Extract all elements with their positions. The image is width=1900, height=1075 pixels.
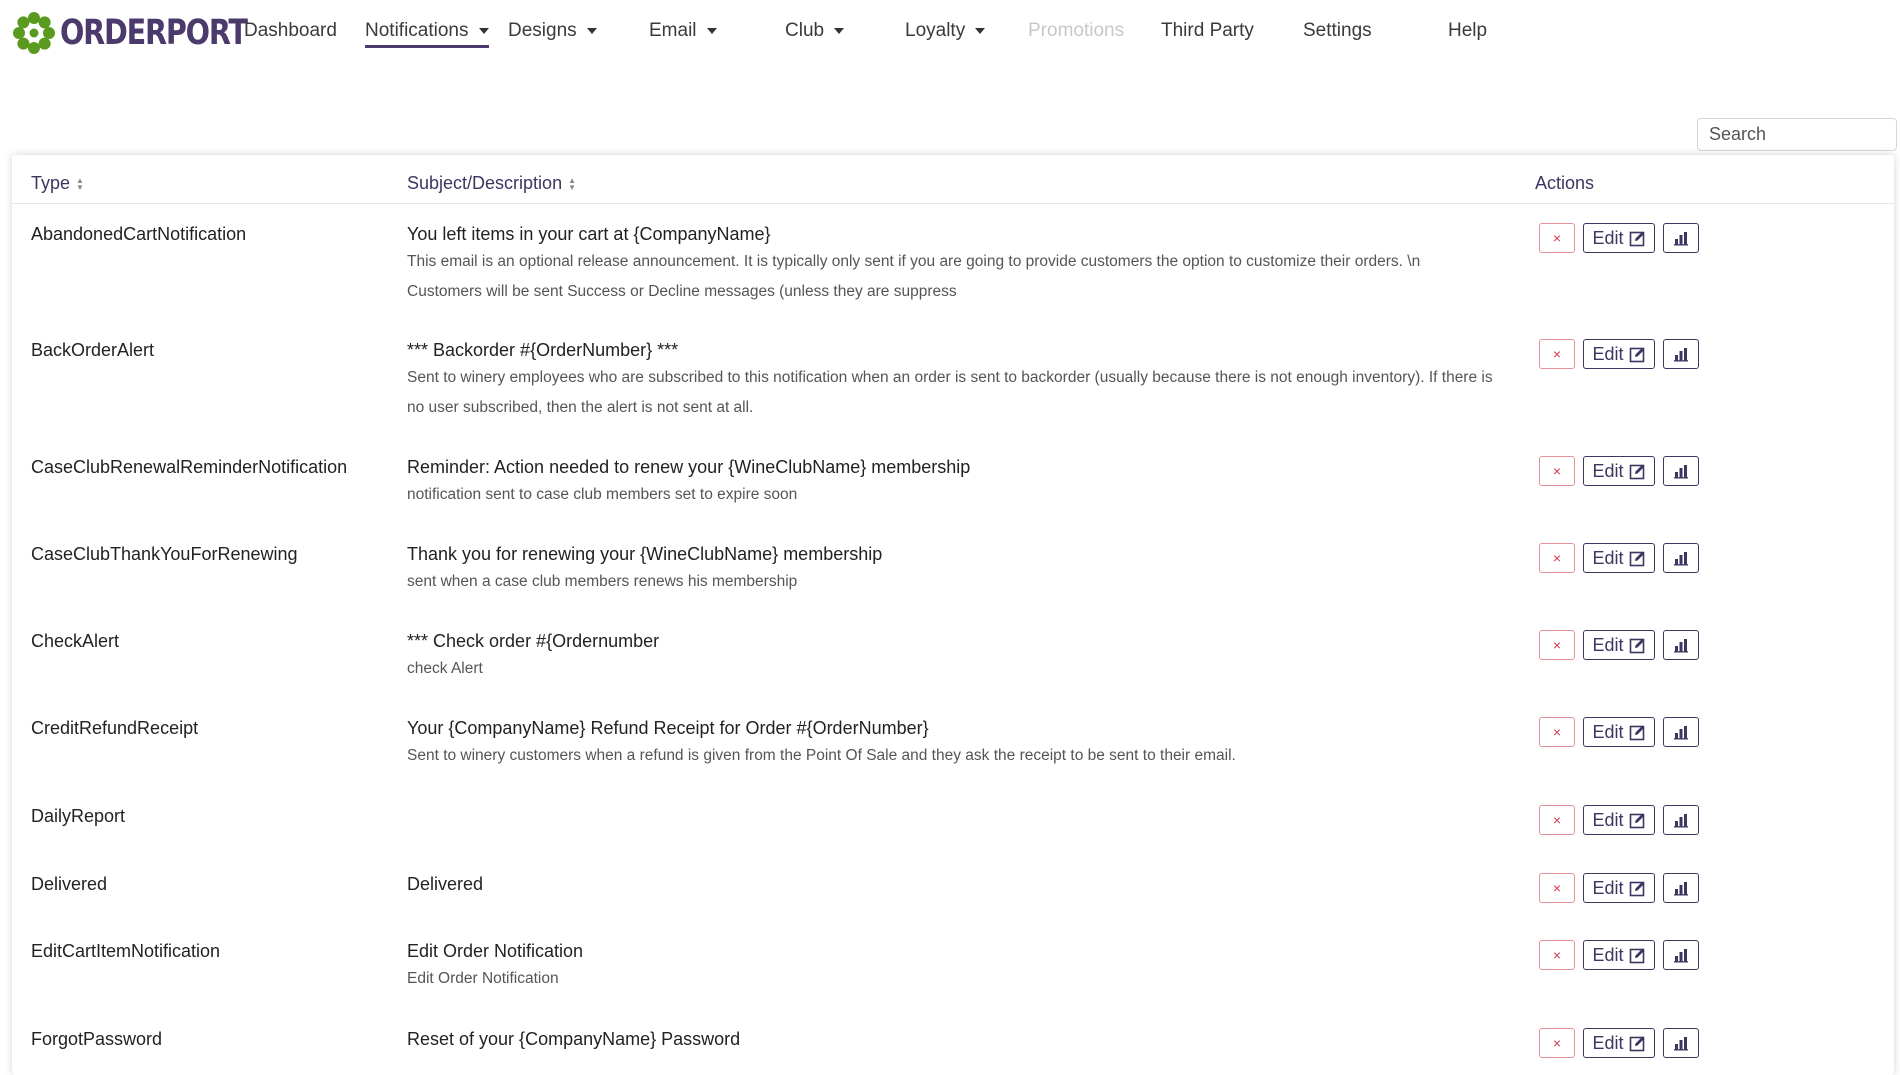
close-icon: × bbox=[1552, 637, 1562, 653]
notification-subject: *** Backorder #{OrderNumber} *** bbox=[407, 340, 679, 360]
notification-subject: Delivered bbox=[407, 874, 484, 894]
notification-type: CreditRefundReceipt bbox=[31, 718, 199, 738]
notification-description: Sent to winery employees who are subscribed to this notification when an order is sent to backorder (usually because there is not enough inventory). If there is no user subscribed, then the alert is not sent at all. bbox=[407, 369, 1493, 416]
notification-description: sent when a case club members renews his membership bbox=[407, 573, 798, 590]
statistics-button[interactable] bbox=[1663, 456, 1699, 486]
nav-item-promotions bbox=[1028, 20, 1124, 42]
nav-item-label: Loyalty bbox=[905, 20, 966, 41]
edit-button-label: Edit bbox=[1592, 547, 1624, 568]
edit-button[interactable] bbox=[1583, 717, 1655, 747]
notification-type: CaseClubThankYouForRenewing bbox=[31, 544, 298, 564]
edit-button-label: Edit bbox=[1592, 343, 1624, 364]
nav-item-label: Third Party bbox=[1161, 20, 1254, 41]
close-icon: × bbox=[1552, 812, 1562, 828]
edit-icon bbox=[1629, 230, 1646, 247]
edit-button[interactable] bbox=[1583, 630, 1655, 660]
notification-type: CaseClubRenewalReminderNotification bbox=[31, 457, 348, 477]
column-header-actions bbox=[1535, 173, 1594, 194]
delete-button[interactable] bbox=[1539, 543, 1575, 573]
nav-item-label: Dashboard bbox=[244, 20, 337, 41]
nav-item-dashboard[interactable] bbox=[244, 20, 337, 42]
notification-subject: Your {CompanyName} Refund Receipt for Order #{OrderNumber} bbox=[407, 718, 929, 738]
nav-item-label: Help bbox=[1448, 20, 1488, 41]
edit-button[interactable] bbox=[1583, 873, 1655, 903]
edit-button-label: Edit bbox=[1592, 1032, 1624, 1053]
notification-subject: Reset of your {CompanyName} Password bbox=[407, 1029, 741, 1049]
notification-subject: Edit Order Notification bbox=[407, 941, 584, 961]
notification-subject: Thank you for renewing your {WineClubName} membership bbox=[407, 544, 883, 564]
notification-description: notification sent to case club members set to expire soon bbox=[407, 486, 798, 503]
nav-item-label: Email bbox=[649, 20, 697, 41]
delete-button[interactable] bbox=[1539, 873, 1575, 903]
statistics-button[interactable] bbox=[1663, 223, 1699, 253]
search-input[interactable] bbox=[1697, 118, 1897, 151]
statistics-button[interactable] bbox=[1663, 630, 1699, 660]
edit-icon bbox=[1629, 1035, 1646, 1052]
edit-button[interactable] bbox=[1583, 805, 1655, 835]
flower-logo-icon bbox=[12, 11, 56, 55]
edit-icon bbox=[1629, 463, 1646, 480]
close-icon: × bbox=[1552, 550, 1562, 566]
column-header-subject[interactable] bbox=[407, 173, 576, 194]
close-icon: × bbox=[1552, 880, 1562, 896]
delete-button[interactable] bbox=[1539, 805, 1575, 835]
close-icon: × bbox=[1552, 230, 1562, 246]
column-header-actions-label: Actions bbox=[1535, 173, 1595, 193]
delete-button[interactable] bbox=[1539, 223, 1575, 253]
caret-down-icon bbox=[975, 28, 985, 34]
statistics-button[interactable] bbox=[1663, 873, 1699, 903]
edit-button[interactable] bbox=[1583, 456, 1655, 486]
statistics-button[interactable] bbox=[1663, 805, 1699, 835]
statistics-button[interactable] bbox=[1663, 339, 1699, 369]
column-header-type[interactable] bbox=[31, 173, 84, 194]
notification-description: Edit Order Notification bbox=[407, 970, 559, 987]
notification-type: CheckAlert bbox=[31, 631, 120, 651]
column-header-subject-label: Subject/Description bbox=[407, 173, 563, 193]
nav-item-label: Promotions bbox=[1028, 20, 1125, 41]
edit-icon bbox=[1629, 637, 1646, 654]
nav-item-notifications[interactable] bbox=[365, 20, 489, 48]
statistics-button[interactable] bbox=[1663, 543, 1699, 573]
notification-subject: Reminder: Action needed to renew your {WineClubName} membership bbox=[407, 457, 971, 477]
statistics-button[interactable] bbox=[1663, 717, 1699, 747]
notification-type: BackOrderAlert bbox=[31, 340, 155, 360]
edit-icon bbox=[1629, 880, 1646, 897]
notification-type: Delivered bbox=[31, 874, 108, 894]
notification-type: ForgotPassword bbox=[31, 1029, 163, 1049]
brand-name: ORDERPORT bbox=[60, 13, 247, 53]
bar-chart-icon bbox=[1673, 724, 1689, 740]
nav-item-settings[interactable] bbox=[1303, 20, 1372, 42]
notification-type: AbandonedCartNotification bbox=[31, 224, 247, 244]
nav-item-designs[interactable] bbox=[508, 20, 597, 42]
bar-chart-icon bbox=[1673, 230, 1689, 246]
header-divider bbox=[12, 203, 1894, 204]
edit-icon bbox=[1629, 947, 1646, 964]
close-icon: × bbox=[1552, 346, 1562, 362]
edit-button-label: Edit bbox=[1592, 877, 1624, 898]
delete-button[interactable] bbox=[1539, 456, 1575, 486]
notification-description: check Alert bbox=[407, 660, 483, 677]
delete-button[interactable] bbox=[1539, 1028, 1575, 1058]
close-icon: × bbox=[1552, 947, 1562, 963]
edit-button[interactable] bbox=[1583, 543, 1655, 573]
delete-button[interactable] bbox=[1539, 940, 1575, 970]
bar-chart-icon bbox=[1673, 346, 1689, 362]
notification-subject: You left items in your cart at {CompanyName} bbox=[407, 224, 771, 244]
delete-button[interactable] bbox=[1539, 717, 1575, 747]
top-navigation bbox=[0, 0, 1900, 66]
nav-item-label: Designs bbox=[508, 20, 577, 41]
caret-down-icon bbox=[834, 28, 844, 34]
nav-item-label: Notifications bbox=[365, 20, 469, 41]
close-icon: × bbox=[1552, 463, 1562, 479]
nav-item-email[interactable] bbox=[649, 20, 717, 42]
bar-chart-icon bbox=[1673, 947, 1689, 963]
bar-chart-icon bbox=[1673, 637, 1689, 653]
notification-description: This email is an optional release announcement. It is typically only sent if you are going to provide customers the option to customize their orders. \n Customers will be sent Success or Decline messages (unless they are suppress bbox=[407, 253, 1421, 300]
notification-description: Sent to winery customers when a refund is given from the Point Of Sale and they ask the receipt to be sent to their email. bbox=[407, 747, 1236, 764]
sort-icon[interactable]: ▲ ▼ bbox=[568, 175, 576, 192]
bar-chart-icon bbox=[1673, 463, 1689, 479]
edit-button-label: Edit bbox=[1592, 460, 1624, 481]
edit-button[interactable] bbox=[1583, 1028, 1655, 1058]
bar-chart-icon bbox=[1673, 812, 1689, 828]
statistics-button[interactable] bbox=[1663, 1028, 1699, 1058]
edit-button-label: Edit bbox=[1592, 944, 1624, 965]
edit-icon bbox=[1629, 550, 1646, 567]
nav-item-third-party[interactable] bbox=[1161, 20, 1254, 42]
nav-item-label: Club bbox=[785, 20, 825, 41]
notification-type: EditCartItemNotification bbox=[31, 941, 221, 961]
edit-button[interactable] bbox=[1583, 223, 1655, 253]
bar-chart-icon bbox=[1673, 550, 1689, 566]
sort-icon[interactable]: ▲ ▼ bbox=[76, 175, 84, 192]
nav-item-help[interactable] bbox=[1448, 20, 1487, 42]
column-header-type-label: Type bbox=[31, 173, 71, 193]
edit-icon bbox=[1629, 812, 1646, 829]
edit-icon bbox=[1629, 346, 1646, 363]
notification-type: DailyReport bbox=[31, 806, 126, 826]
close-icon: × bbox=[1552, 1035, 1562, 1051]
statistics-button[interactable] bbox=[1663, 940, 1699, 970]
edit-button-label: Edit bbox=[1592, 721, 1624, 742]
caret-down-icon bbox=[479, 28, 489, 34]
edit-icon bbox=[1629, 724, 1646, 741]
edit-button[interactable] bbox=[1583, 339, 1655, 369]
edit-button[interactable] bbox=[1583, 940, 1655, 970]
notification-subject: *** Check order #{Ordernumber bbox=[407, 631, 660, 651]
edit-button-label: Edit bbox=[1592, 634, 1624, 655]
caret-down-icon bbox=[587, 28, 597, 34]
close-icon: × bbox=[1552, 724, 1562, 740]
nav-item-club[interactable] bbox=[785, 20, 844, 42]
nav-item-loyalty[interactable] bbox=[905, 20, 985, 42]
delete-button[interactable] bbox=[1539, 630, 1575, 660]
bar-chart-icon bbox=[1673, 1035, 1689, 1051]
delete-button[interactable] bbox=[1539, 339, 1575, 369]
caret-down-icon bbox=[707, 28, 717, 34]
nav-item-label: Settings bbox=[1303, 20, 1372, 41]
edit-button-label: Edit bbox=[1592, 809, 1624, 830]
bar-chart-icon bbox=[1673, 880, 1689, 896]
edit-button-label: Edit bbox=[1592, 227, 1624, 248]
